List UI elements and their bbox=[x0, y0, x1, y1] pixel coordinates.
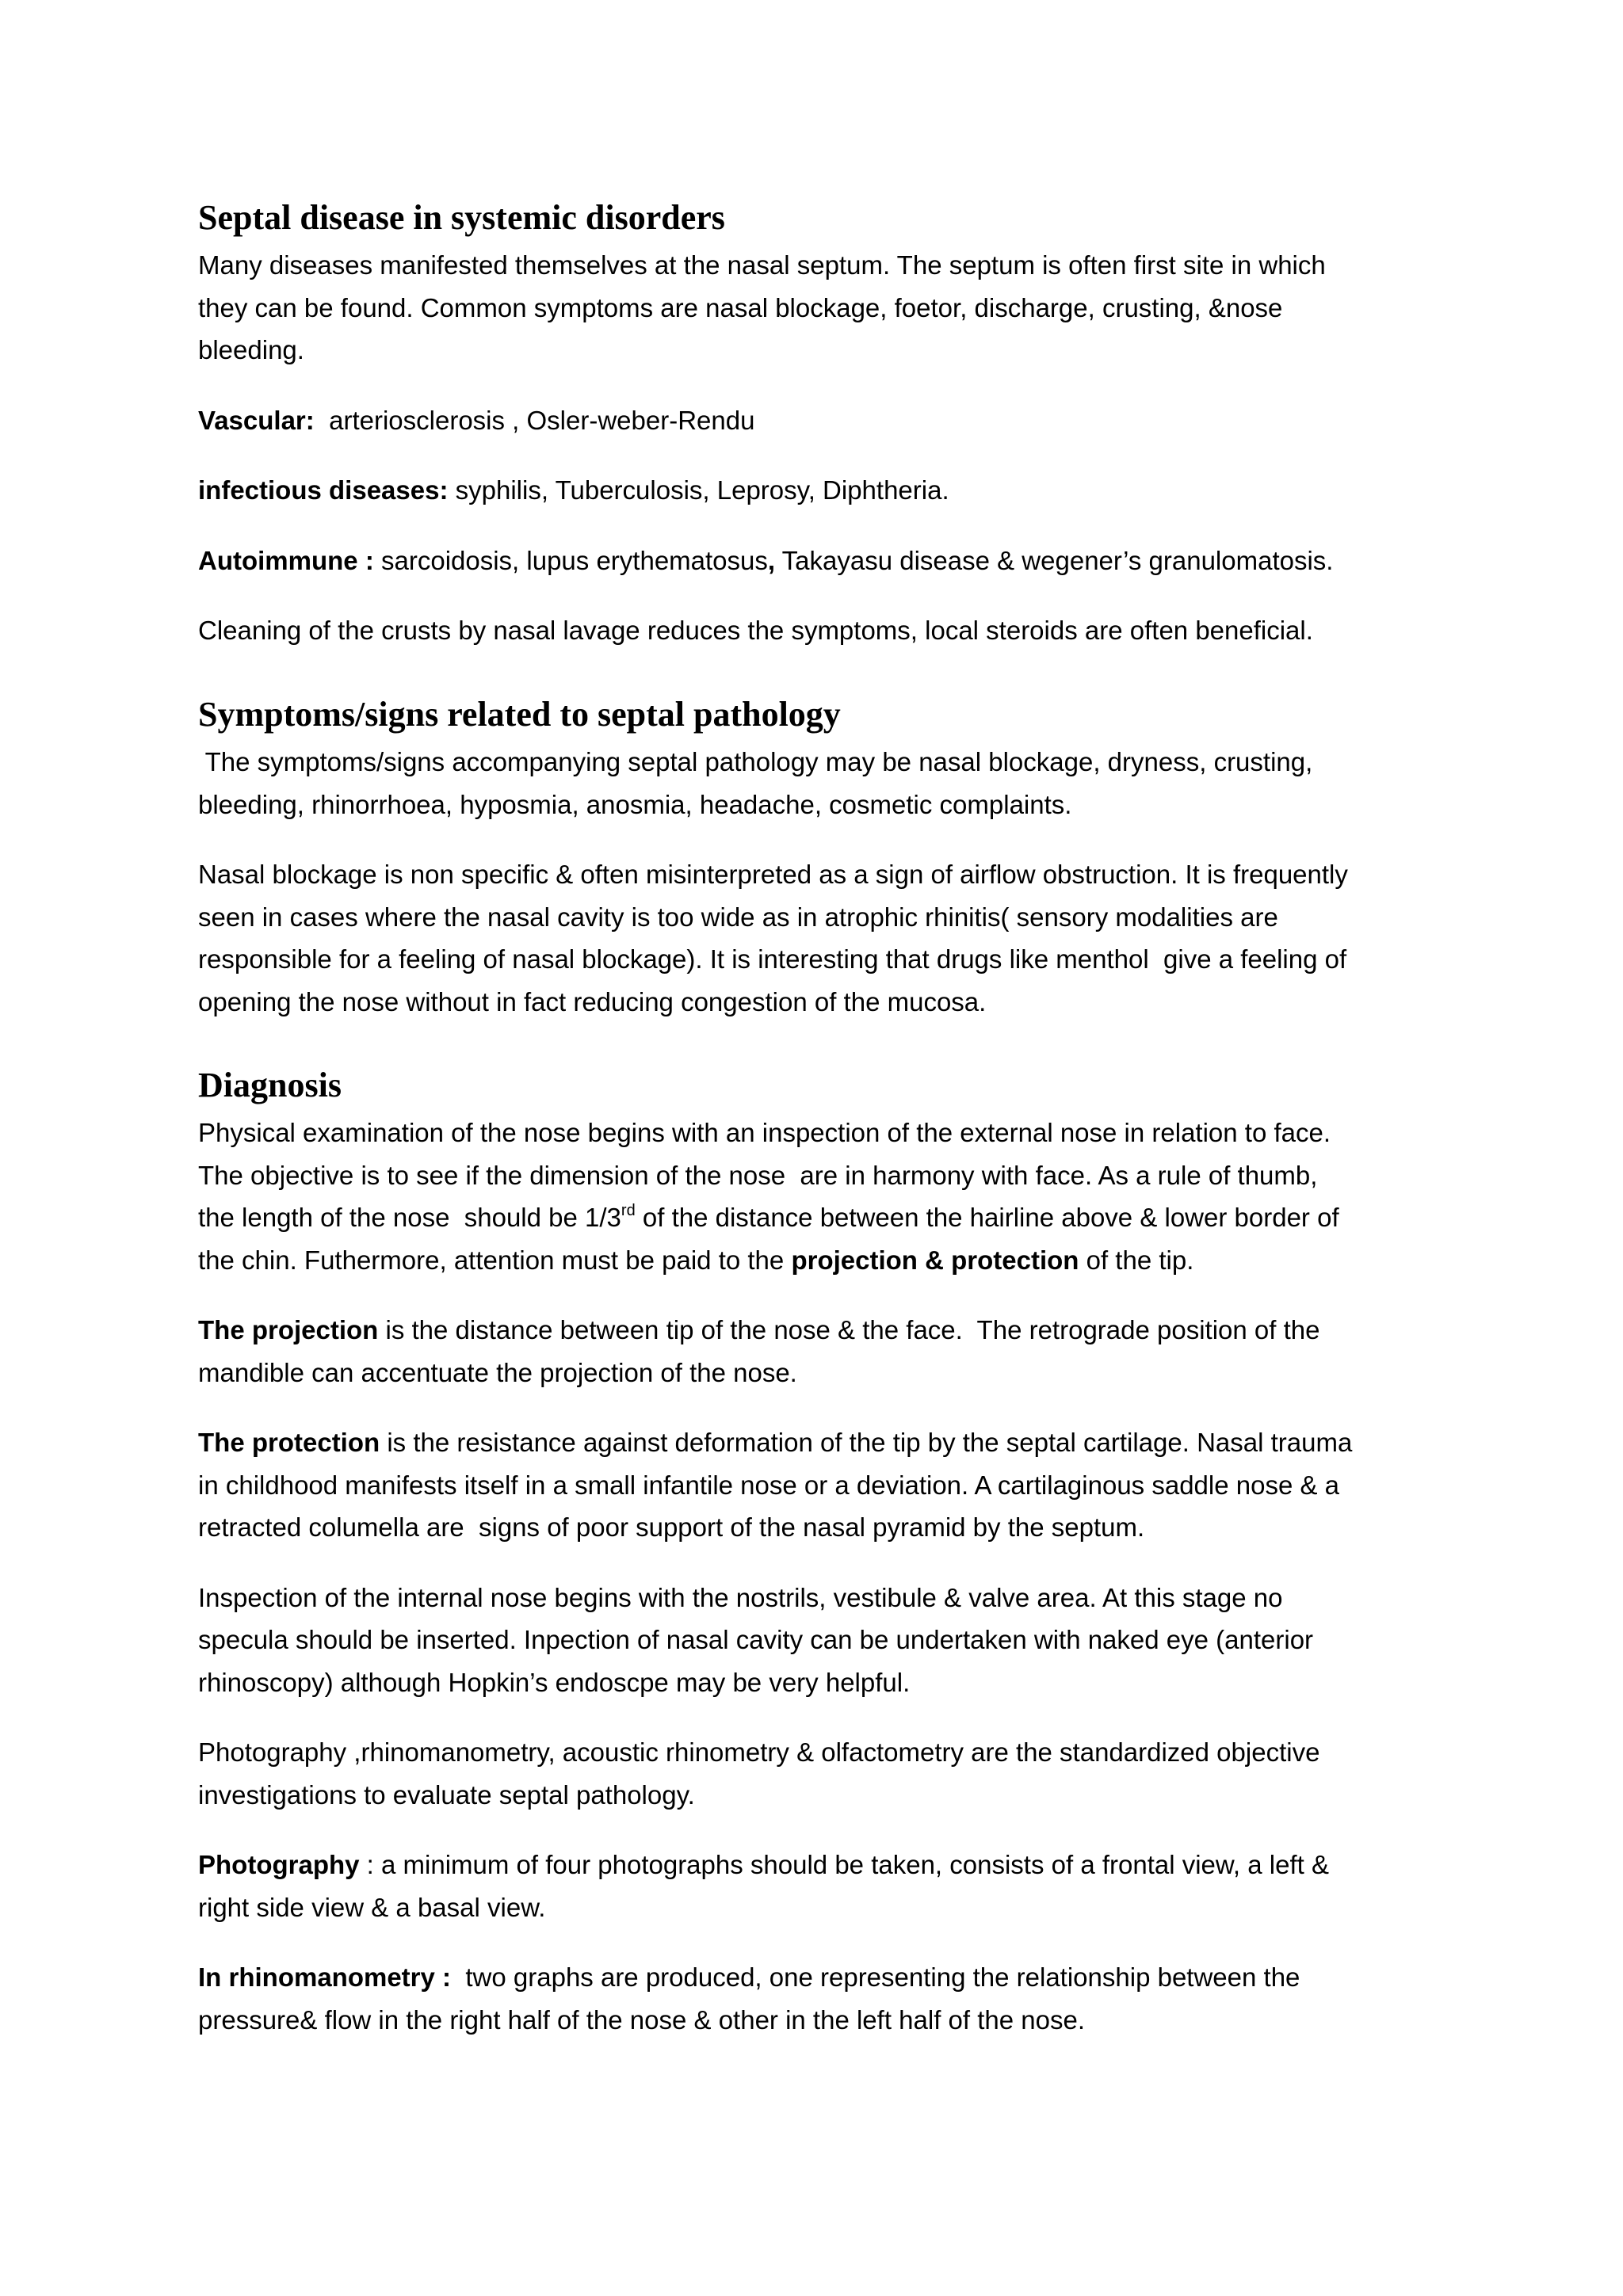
text-line bbox=[198, 1309, 1450, 1352]
document-page bbox=[198, 0, 1450, 2296]
text-span: of the tip. bbox=[1079, 1245, 1194, 1275]
text-line: rhinoscopy) although Hopkin’s endoscpe may be very helpful. bbox=[198, 1667, 911, 1697]
text-span: two graphs are produced, one representing the relationship between the bbox=[451, 1962, 1300, 1992]
text-span: the chin. Futhermore, attention must be paid to the bbox=[198, 1245, 792, 1275]
text-line: Nasal blockage is non specific & often misinterpreted as a sign of airflow obstruction. It is frequently bbox=[198, 860, 1348, 889]
text-line: they can be found. Common symptoms are nasal blockage, foetor, discharge, crusting, &nose bbox=[198, 292, 1283, 322]
rhinomanometry-label: In rhinomanometry : bbox=[198, 1962, 452, 1992]
cleaning-paragraph: Cleaning of the crusts by nasal lavage reduces the symptoms, local steroids are often beneficial. bbox=[198, 616, 1313, 645]
projection-label: The projection bbox=[198, 1315, 379, 1344]
autoimmune-text-2: Takayasu disease & wegener’s granulomatosis. bbox=[775, 545, 1334, 575]
diagnosis-paragraph-1 bbox=[198, 1112, 1450, 1281]
section-symptoms bbox=[198, 691, 1450, 1023]
symptoms-paragraph-2 bbox=[198, 853, 1450, 1023]
text-line: Photography ,rhinomanometry, acoustic rhinometry & olfactometry are the standardized objective bbox=[198, 1737, 1320, 1767]
protection-label: The protection bbox=[198, 1428, 380, 1457]
text-line: in childhood manifests itself in a small infantile nose or a deviation. A cartilaginous saddle nose & a bbox=[198, 1470, 1340, 1500]
text-line: pressure& flow in the right half of the nose & other in the left half of the nose. bbox=[198, 2004, 1086, 2035]
vascular-text: arteriosclerosis , Osler-weber-Rendu bbox=[314, 405, 755, 435]
photography-label: Photography bbox=[198, 1850, 360, 1879]
text-span: the length of the nose should be 1/3 bbox=[198, 1203, 621, 1232]
projection-paragraph bbox=[198, 1309, 1450, 1394]
vascular-paragraph bbox=[198, 399, 1450, 442]
intro-paragraph bbox=[198, 244, 1450, 372]
vascular-label: Vascular: bbox=[198, 405, 315, 435]
text-span: of the distance between the hairline above & lower border of bbox=[635, 1203, 1339, 1232]
text-line: The objective is to see if the dimension of the nose are in harmony with face. As a rule of thumb, bbox=[198, 1160, 1318, 1190]
photography-paragraph bbox=[198, 1844, 1450, 1928]
section-diagnosis bbox=[198, 1062, 1450, 2041]
text-line: Many diseases manifested themselves at the nasal septum. The septum is often first site in which bbox=[198, 250, 1326, 280]
rhinomanometry-paragraph bbox=[198, 1956, 1450, 2041]
text-line: seen in cases where the nasal cavity is too wide as in atrophic rhinitis( sensory modalities are bbox=[198, 902, 1278, 932]
heading-septal-systemic: Septal disease in systemic disorders bbox=[198, 198, 725, 237]
symptoms-paragraph-1 bbox=[198, 741, 1450, 826]
text-line bbox=[198, 1956, 1450, 1999]
projection-protection-bold: projection & protection bbox=[791, 1245, 1079, 1275]
text-line: bleeding, rhinorrhoea, hyposmia, anosmia, headache, cosmetic complaints. bbox=[198, 789, 1072, 819]
text-line: responsible for a feeling of nasal blockage). It is interesting that drugs like menthol give a feeling of bbox=[198, 944, 1347, 974]
text-line: investigations to evaluate septal pathology. bbox=[198, 1779, 695, 1810]
section-septal-systemic bbox=[198, 194, 1450, 652]
objective-investigations-paragraph bbox=[198, 1731, 1450, 1816]
protection-paragraph bbox=[198, 1421, 1450, 1549]
infectious-text: syphilis, Tuberculosis, Leprosy, Diphtheria. bbox=[448, 475, 949, 505]
autoimmune-text: sarcoidosis, lupus erythematosus bbox=[373, 545, 768, 575]
text-line bbox=[198, 1421, 1450, 1464]
autoimmune-label: Autoimmune : bbox=[198, 545, 374, 575]
text-line: opening the nose without in fact reducing congestion of the mucosa. bbox=[198, 986, 987, 1016]
text-line: Physical examination of the nose begins with an inspection of the external nose in relation to face. bbox=[198, 1118, 1331, 1147]
autoimmune-comma: , bbox=[767, 545, 776, 575]
text-span: is the distance between tip of the nose & the face. The retrograde position of the bbox=[378, 1315, 1320, 1344]
text-line: specula should be inserted. Inpection of nasal cavity can be undertaken with naked eye (anterior bbox=[198, 1625, 1314, 1654]
text-span: is the resistance against deformation of the tip by the septal cartilage. Nasal trauma bbox=[380, 1428, 1353, 1457]
text-span: : a minimum of four photographs should be taken, consists of a frontal view, a left & bbox=[359, 1850, 1329, 1879]
heading-symptoms: Symptoms/signs related to septal pathology bbox=[198, 695, 841, 734]
infectious-paragraph bbox=[198, 469, 1450, 512]
heading-diagnosis: Diagnosis bbox=[198, 1066, 342, 1104]
text-line bbox=[198, 1239, 1450, 1282]
internal-inspection-paragraph bbox=[198, 1577, 1450, 1704]
superscript-rd: rd bbox=[621, 1202, 636, 1219]
text-line: The symptoms/signs accompanying septal pathology may be nasal blockage, dryness, crusting, bbox=[198, 747, 1313, 776]
text-line bbox=[198, 1196, 1450, 1239]
text-line: retracted columella are signs of poor support of the nasal pyramid by the septum. bbox=[198, 1512, 1145, 1542]
text-line: Inspection of the internal nose begins with the nostrils, vestibule & valve area. At this stage no bbox=[198, 1582, 1283, 1612]
text-line: bleeding. bbox=[198, 335, 304, 364]
text-line: mandible can accentuate the projection of the nose. bbox=[198, 1357, 797, 1387]
text-line: right side view & a basal view. bbox=[198, 1892, 546, 1922]
autoimmune-paragraph bbox=[198, 540, 1450, 582]
text-line bbox=[198, 1844, 1450, 1886]
infectious-label: infectious diseases: bbox=[198, 475, 449, 505]
